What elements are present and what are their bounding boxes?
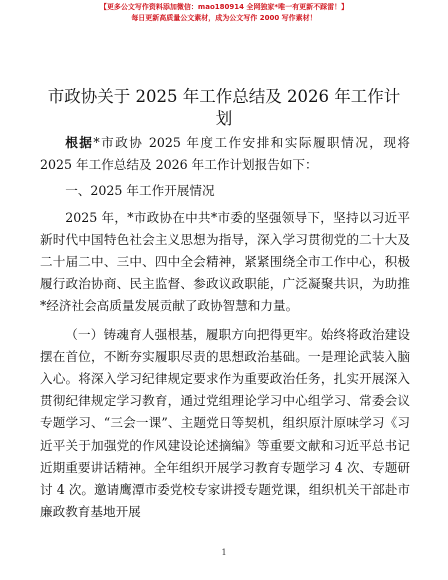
body-paragraph-2: （一）铸魂育人强根基，履职方向把得更牢。始终将政治建设摆在首位，不断夯实履职尽责的思想政治基础。一是理论武装入脑入心。将深入学习纪律规定要求作为重要政治任务，扎实开展深入贯彻纪律规定学习教育，通过党组理论学习中心组学习、常委会议专题学习、“三会一课”、主题党日等契机，组织原汁原味学习《习近平关于加强党的作风建设论述摘编》等重要文献和习近平总书记近期重要讲话精神。全年组织开展学习教育专题学习 4 次、专题研讨 4 次。邀请鹰潭市委党校专家讲授专题党课，组织机关干部赴市廉政教育基地开展 (40, 326, 410, 520)
body-paragraph-1: 2025 年，*市政协在中共*市委的坚强领导下，坚持以习近平新时代中国特色社会主义思想为指导，深入学习贯彻党的二十大及二十届二中、三中、四中全会精神，紧紧围绕全市工作中心，积极履行政治协商、民主监督、参政议政职能，广泛凝聚共识，为助推*经济社会高质量发展贡献了政协智慧和力量。 (40, 209, 410, 314)
promo-banner (0, 2, 448, 24)
promo-banner-line1: 【更多公文写作资料添加微信：mao180914 全网独家*唯一有更新不踩雷！】 (99, 3, 349, 11)
intro-paragraph (40, 132, 410, 176)
document-title: 市政协关于 2025 年工作总结及 2026 年工作计划 (47, 87, 401, 128)
section-heading: 一、2025 年工作开展情况 (65, 183, 215, 199)
page-number: 1 (221, 548, 227, 557)
intro-text: *市政协 2025 年度工作安排和实际履职情况，现将 2025 年工作总结及 2026 年工作计划报告如下： (40, 135, 411, 173)
document-body (40, 132, 410, 523)
intro-bold-text: 根据 (65, 135, 94, 150)
promo-banner-line2: 每日更新高质量公文素材，成为公文写作 2000 写作素材！ (131, 14, 317, 22)
